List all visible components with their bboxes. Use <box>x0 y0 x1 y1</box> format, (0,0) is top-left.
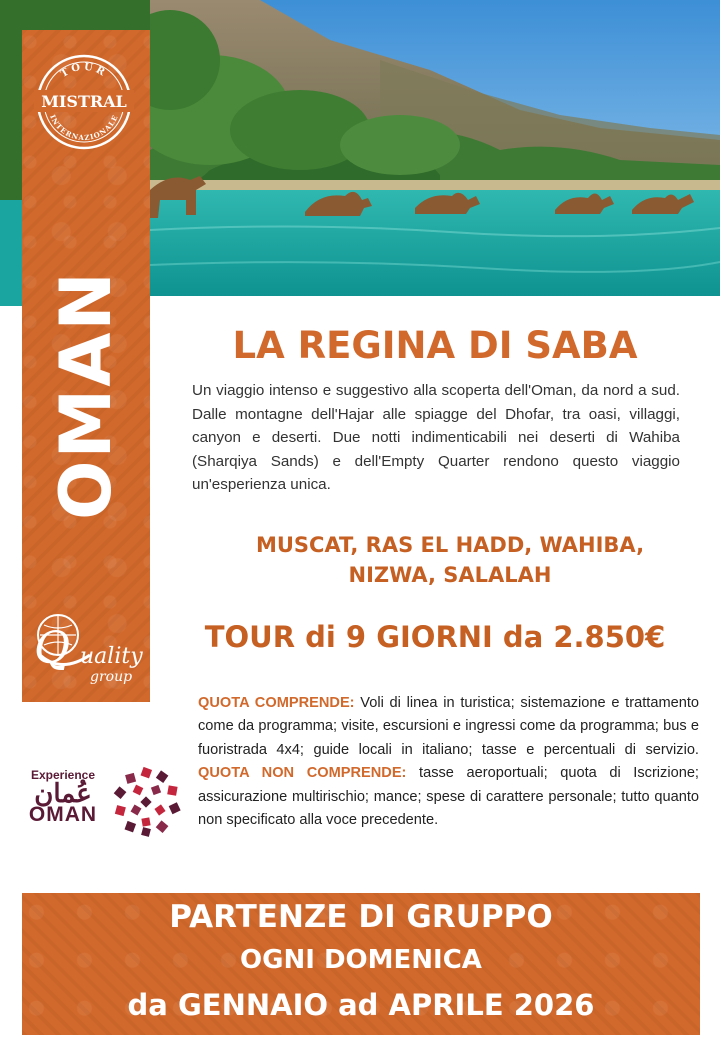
departures-banner <box>22 893 700 1035</box>
tour-title: LA REGINA DI SABA <box>232 324 638 367</box>
excludes-label: QUOTA NON COMPRENDE: <box>198 765 407 782</box>
experience-oman-logo <box>16 768 186 838</box>
oman-mosaic-icon <box>112 766 184 838</box>
seal-top-text: TOUR <box>58 61 110 80</box>
includes-text: Voli di linea in turistica; sistemazione e trattamento come da programma; visite, escursioni e ingressi come da programma; bus e fuoristrada 4x4; guide locali in italiano; tasse e percentuali di servizio. <box>198 695 699 758</box>
includes-label: QUOTA COMPRENDE: <box>198 695 355 711</box>
mistral-tour-logo <box>34 52 134 152</box>
seal-name: MISTRAL <box>41 92 127 111</box>
experience-text: Experience <box>30 768 96 782</box>
oman-arabic-text: عُمان <box>34 778 92 808</box>
quality-letter: Q <box>34 623 71 674</box>
quality-group-logo <box>30 605 148 690</box>
destinations-line-2: NIZWA, SALALAH <box>348 563 552 587</box>
banner-line-3: da GENNAIO ad APRILE 2026 <box>127 988 595 1022</box>
banner-line-1: PARTENZE DI GRUPPO <box>169 899 553 935</box>
country-vertical-label <box>24 260 148 530</box>
destinations-line-1: MUSCAT, RAS EL HADD, WAHIBA, <box>255 533 645 557</box>
destinations <box>200 530 700 590</box>
svg-text:TOUR <box>59 62 109 80</box>
seal-bottom-text: INTERNAZIONALE <box>48 113 120 143</box>
excludes-text: tasse aeroportuali; quota di Iscrizione; assicurazione multirischio; mance; spese di carattere personale; tutto quanto non specificato alla voce precedente. <box>198 765 699 829</box>
tour-price: TOUR di 9 GIORNI da 2.850€ <box>204 620 666 654</box>
price-conditions <box>198 692 699 832</box>
country-name: OMAN <box>45 270 127 520</box>
quality-group: group <box>90 669 133 685</box>
quality-word: uality <box>80 644 143 669</box>
banner-line-2: OGNI DOMENICA <box>240 945 482 975</box>
svg-text:INTERNAZIONALE <box>48 113 120 142</box>
oman-text: OMAN <box>28 803 98 826</box>
tour-description: Un viaggio intenso e suggestivo alla scoperta dell'Oman, da nord a sud. Dalle montagne dell'Hajar alle spiagge del Dhofar, tra oasi, villaggi, canyon e deserti. Due notti indimenticabili nei deserti di Wahiba (Sharqiya Sands) e dell'Empty Quarter rendono questo viaggio un'esperienza unica. <box>192 382 680 493</box>
